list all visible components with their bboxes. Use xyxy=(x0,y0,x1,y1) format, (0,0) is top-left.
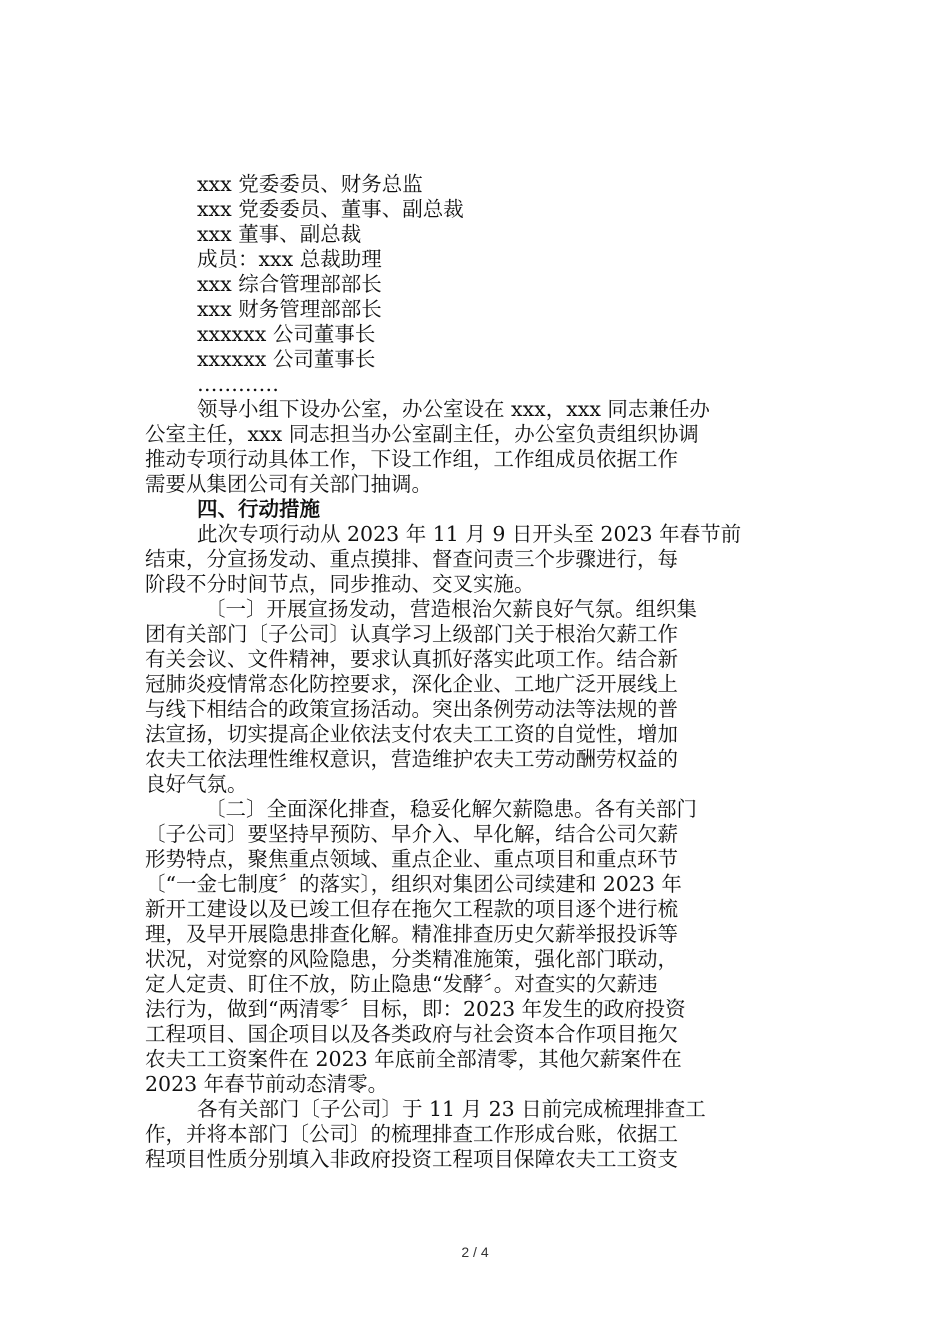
member-line: xxx 财务管理部部长 xyxy=(197,297,382,321)
paragraph-line: 〔二〕全面深化排查，稳妥化解欠薪隐患。各有关部门 xyxy=(205,797,697,821)
paragraph-line: 各有关部门〔子公司〕于 11 月 23 日前完成梳理排查工 xyxy=(197,1097,706,1121)
member-line: xxx 党委委员、董事、副总裁 xyxy=(197,197,464,221)
paragraph-line: 形势特点，聚焦重点领域、重点企业、重点项目和重点环节 xyxy=(145,847,678,871)
paragraph-line: 冠肺炎疫情常态化防控要求，深化企业、工地广泛开展线上 xyxy=(145,672,678,696)
member-line: ………… xyxy=(197,372,279,396)
section-heading: 四、行动措施 xyxy=(197,497,320,521)
paragraph-line: 团有关部门〔子公司〕认真学习上级部门关于根治欠薪工作 xyxy=(145,622,678,646)
member-list xyxy=(145,172,805,397)
paragraph-line: 结束，分宣扬发动、重点摸排、督查问责三个步骤进行，每 xyxy=(145,547,678,571)
intro-paragraph xyxy=(145,522,805,597)
paragraph-line: 2023 年春节前动态清零。 xyxy=(145,1072,389,1096)
paragraph-line: 法宣扬，切实提高企业依法支付农夫工工资的自觉性，增加 xyxy=(145,722,678,746)
paragraph-line: 理，及早开展隐患排查化解。精准排查历史欠薪举报投诉等 xyxy=(145,922,678,946)
paragraph-line: 程项目性质分别填入非政府投资工程项目保障农夫工工资支 xyxy=(145,1147,678,1171)
deadline-paragraph xyxy=(145,1097,805,1172)
paragraph-line: 领导小组下设办公室，办公室设在 xxx，xxx 同志兼任办 xyxy=(197,397,710,421)
paragraph-line: 需要从集团公司有关部门抽调。 xyxy=(145,472,432,496)
paragraph-line: 〔“一金七制度〞的落实〕，组织对集团公司续建和 2023 年 xyxy=(145,872,682,896)
paragraph-line: 良好气氛。 xyxy=(145,772,248,796)
paragraph-line: 状况，对觉察的风险隐患，分类精准施策，强化部门联动， xyxy=(145,947,678,971)
paragraph-line: 定人定责、盯住不放，防止隐患“发酵〞。对查实的欠薪违 xyxy=(145,972,658,996)
page-number: 2 / 4 xyxy=(461,1244,489,1260)
member-line: xxx 综合管理部部长 xyxy=(197,272,382,296)
office-paragraph xyxy=(145,397,805,497)
measure-two-paragraph xyxy=(145,797,805,1097)
paragraph-line: 推动专项行动具体工作，下设工作组，工作组成员依据工作 xyxy=(145,447,678,471)
paragraph-line: 农夫工工资案件在 2023 年底前全部清零，其他欠薪案件在 xyxy=(145,1047,682,1071)
member-line: xxx 党委委员、财务总监 xyxy=(197,172,423,196)
paragraph-line: 此次专项行动从 2023 年 11 月 9 日开头至 2023 年春节前 xyxy=(197,522,742,546)
document-body xyxy=(145,172,805,1172)
paragraph-line: 〔一〕开展宣扬发动，营造根治欠薪良好气氛。组织集 xyxy=(205,597,697,621)
paragraph-line: 新开工建设以及已竣工但存在拖欠工程款的项目逐个进行梳 xyxy=(145,897,678,921)
paragraph-line: 阶段不分时间节点，同步推动、交叉实施。 xyxy=(145,572,535,596)
paragraph-line: 〔子公司〕要坚持早预防、早介入、早化解，结合公司欠薪 xyxy=(145,822,678,846)
paragraph-line: 法行为，做到“两清零〞目标，即：2023 年发生的政府投资 xyxy=(145,997,686,1021)
member-line: 成员：xxx 总裁助理 xyxy=(197,247,382,271)
paragraph-line: 作，并将本部门〔公司〕的梳理排查工作形成台账，依据工 xyxy=(145,1122,678,1146)
member-line: xxxxxx 公司董事长 xyxy=(197,347,376,371)
member-line: xxxxxx 公司董事长 xyxy=(197,322,376,346)
paragraph-line: 与线下相结合的政策宣扬活动。突出条例劳动法等法规的普 xyxy=(145,697,678,721)
member-line: xxx 董事、副总裁 xyxy=(197,222,362,246)
paragraph-line: 农夫工依法理性维权意识，营造维护农夫工劳动酬劳权益的 xyxy=(145,747,678,771)
paragraph-line: 有关会议、文件精神，要求认真抓好落实此项工作。结合新 xyxy=(145,647,678,671)
paragraph-line: 公室主任，xxx 同志担当办公室副主任，办公室负责组织协调 xyxy=(145,422,699,446)
paragraph-line: 工程项目、国企项目以及各类政府与社会资本合作项目拖欠 xyxy=(145,1022,678,1046)
measure-one-paragraph xyxy=(145,597,805,797)
